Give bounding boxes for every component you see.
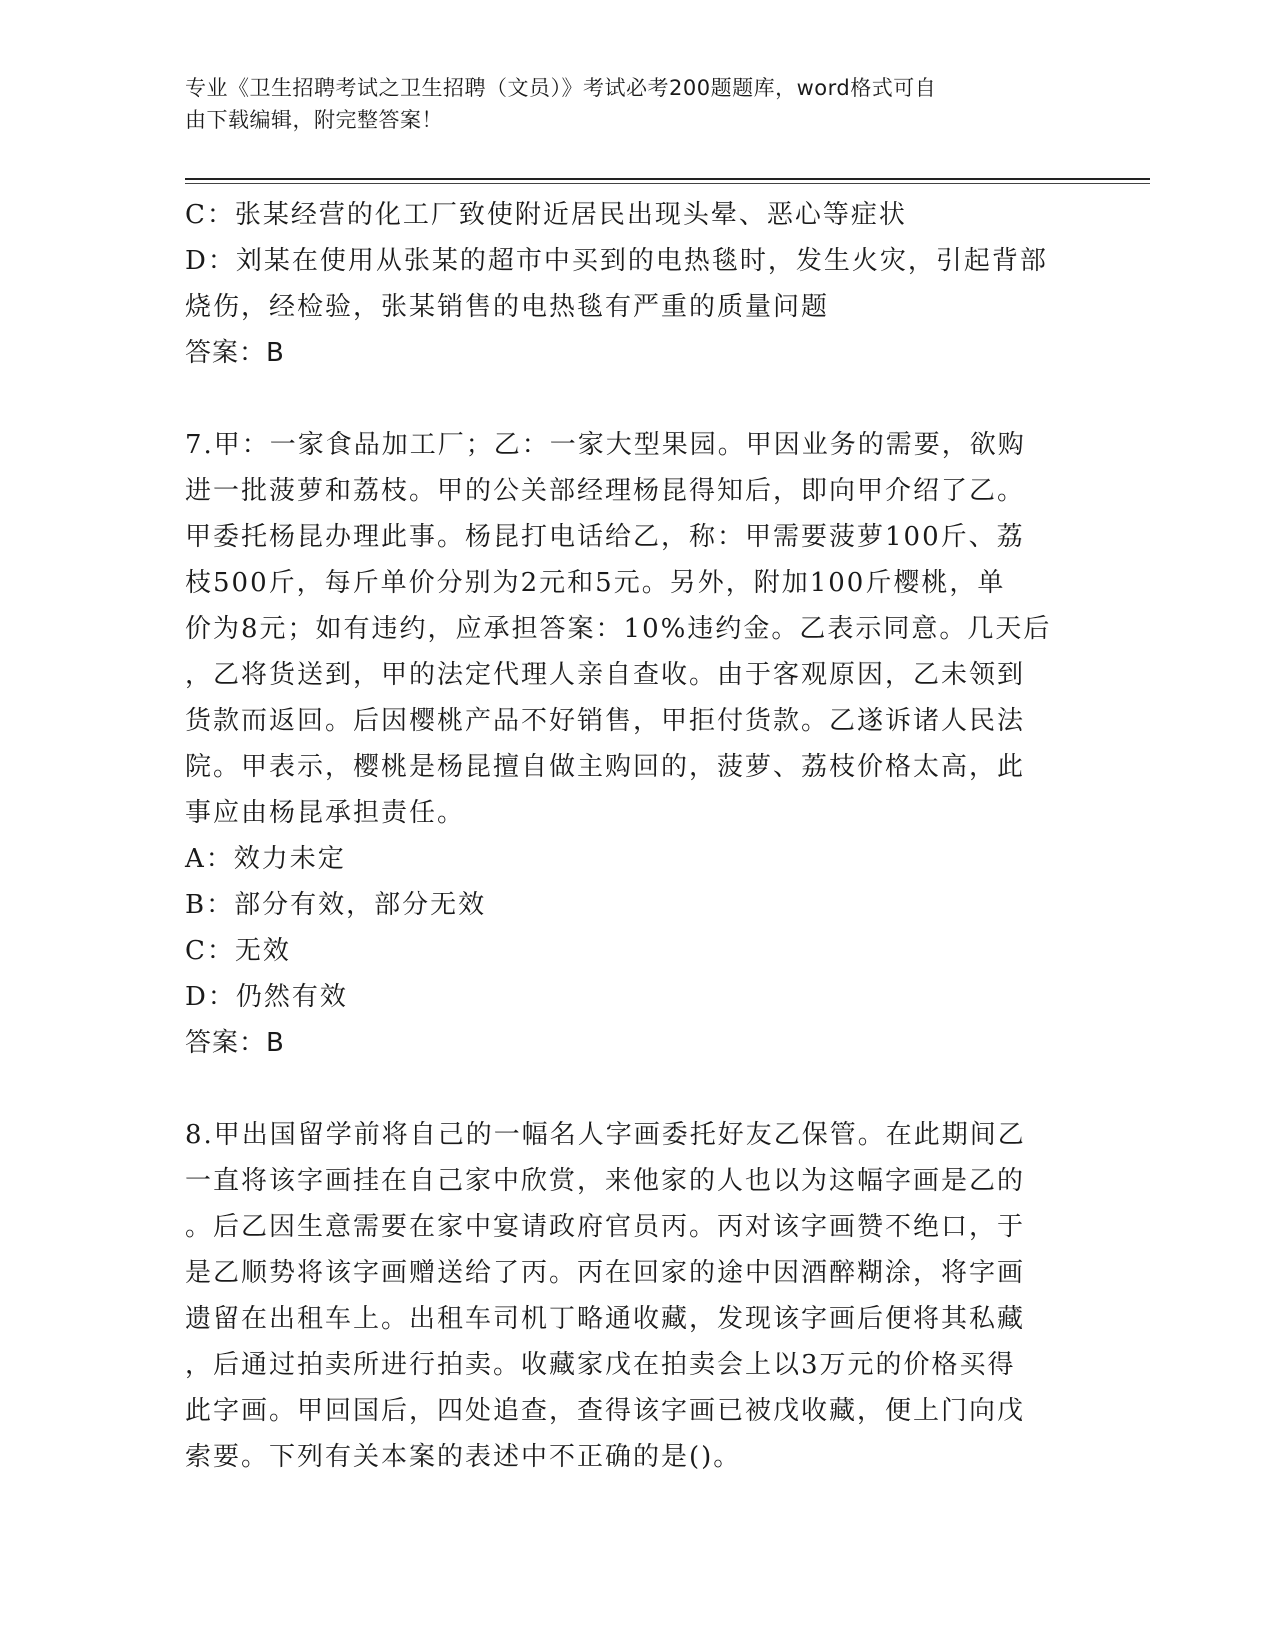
option-c: C：无效 <box>185 936 291 966</box>
option-d: D：刘某在使用从张某的超市中买到的电热毯时，发生火灾，引起背部 <box>185 246 1048 276</box>
document-header <box>185 72 1065 136</box>
document-body <box>185 192 1085 1480</box>
header-divider-thin <box>185 183 1150 184</box>
question-stem-line: 事应由杨昆承担责任。 <box>185 798 466 828</box>
question-stem-line: 是乙顺势将该字画赠送给了丙。丙在回家的途中因酒醉糊涂，将字画 <box>185 1258 1026 1288</box>
question-stem-line: 此字画。甲回国后，四处追查，查得该字画已被戊收藏，便上门向戊 <box>185 1396 1026 1426</box>
question-8 <box>185 1112 1085 1480</box>
question-stem-line: 。后乙因生意需要在家中宴请政府官员丙。丙对该字画赞不绝口，于 <box>185 1212 1026 1242</box>
question-stem-line: 8.甲出国留学前将自己的一幅名人字画委托好友乙保管。在此期间乙 <box>185 1120 1026 1150</box>
option-a: A：效力未定 <box>185 844 346 874</box>
question-stem-line: ，后通过拍卖所进行拍卖。收藏家戊在拍卖会上以3万元的价格买得 <box>185 1350 1016 1380</box>
question-stem-line: 甲委托杨昆办理此事。杨昆打电话给乙，称：甲需要菠萝100斤、荔 <box>185 522 1025 552</box>
question-stem-line: ，乙将货送到，甲的法定代理人亲自查收。由于客观原因，乙未领到 <box>185 660 1026 690</box>
question-stem-line: 一直将该字画挂在自己家中欣赏，来他家的人也以为这幅字画是乙的 <box>185 1166 1026 1196</box>
question-7 <box>185 422 1085 1066</box>
option-d-cont: 烧伤，经检验，张某销售的电热毯有严重的质量问题 <box>185 292 830 322</box>
question-stem-line: 枝500斤，每斤单价分别为2元和5元。另外，附加100斤樱桃，单 <box>185 568 1006 598</box>
question-6 <box>185 192 1085 376</box>
header-line-1: 专业《卫生招聘考试之卫生招聘（文员）》考试必考200题题库，word格式可自 <box>185 76 937 100</box>
answer: 答案：B <box>185 1028 285 1058</box>
question-stem-line: 进一批菠萝和荔枝。甲的公关部经理杨昆得知后，即向甲介绍了乙。 <box>185 476 1026 506</box>
option-c: C：张某经营的化工厂致使附近居民出现头晕、恶心等症状 <box>185 200 907 230</box>
header-line-2: 由下载编辑，附完整答案！ <box>185 108 443 132</box>
answer: 答案：B <box>185 338 285 368</box>
option-b: B：部分有效，部分无效 <box>185 890 487 920</box>
question-stem-line: 7.甲：一家食品加工厂；乙：一家大型果园。甲因业务的需要，欲购 <box>185 430 1026 460</box>
question-stem-line: 院。甲表示，樱桃是杨昆擅自做主购回的，菠萝、荔枝价格太高，此 <box>185 752 1026 782</box>
question-stem-line: 货款而返回。后因樱桃产品不好销售，甲拒付货款。乙遂诉诸人民法 <box>185 706 1026 736</box>
question-stem-line: 遗留在出租车上。出租车司机丁略通收藏，发现该字画后便将其私藏 <box>185 1304 1026 1334</box>
question-stem-line: 索要。下列有关本案的表述中不正确的是()。 <box>185 1442 742 1472</box>
option-d: D：仍然有效 <box>185 982 348 1012</box>
question-stem-line: 价为8元；如有违约，应承担答案：10%违约金。乙表示同意。几天后 <box>185 614 1052 644</box>
header-divider-thick <box>185 178 1150 180</box>
